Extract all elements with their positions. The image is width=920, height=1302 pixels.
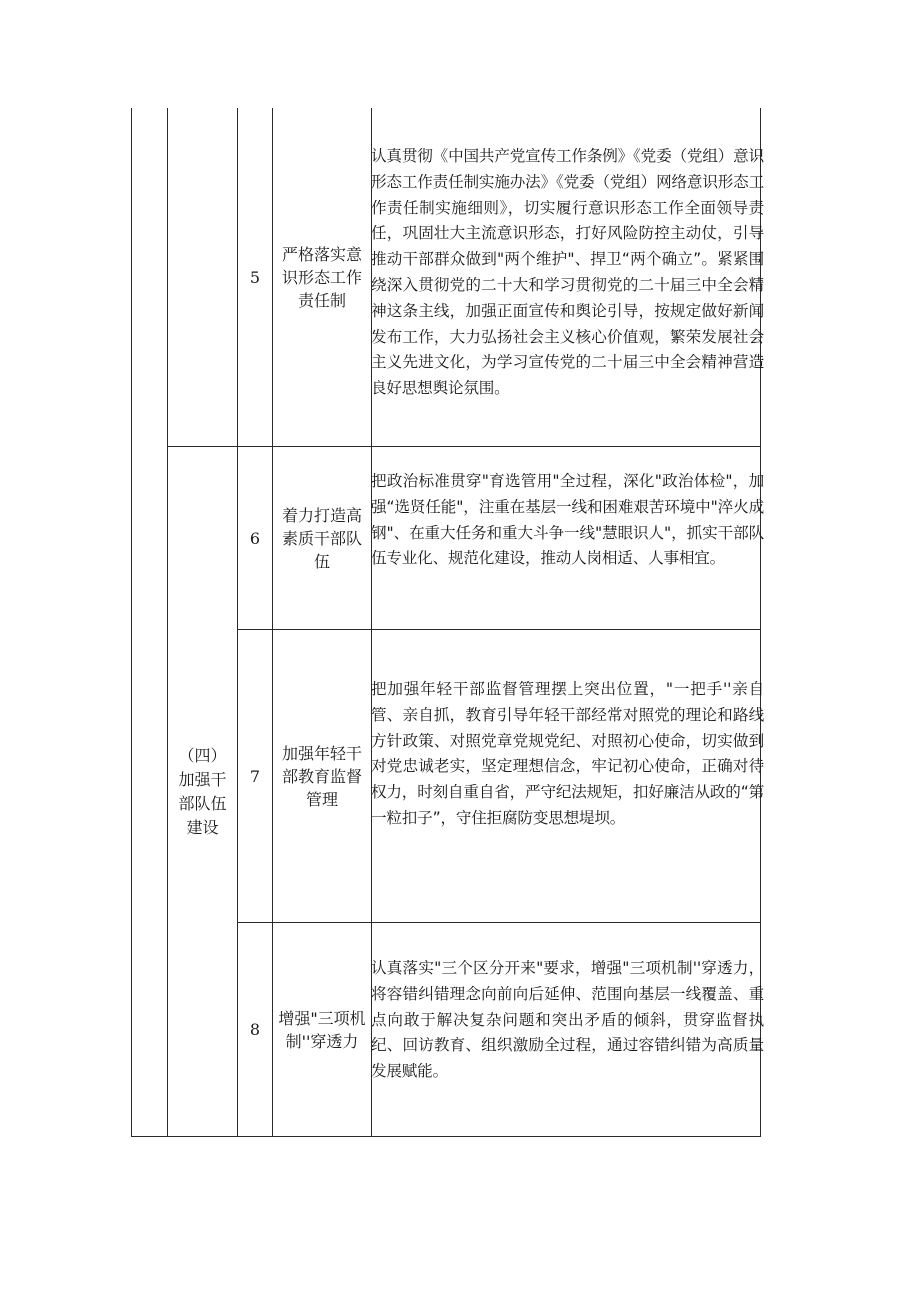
row-7-number: 7 [249,766,261,786]
table-border-bottom [131,1136,761,1137]
row-5-title: 严格落实意识形态工作责任制 [281,245,362,310]
group-label: （四）加强干部队伍建设 [178,745,227,837]
row-8-title: 增强"三项机制''穿透力 [278,1008,366,1051]
row-6-title: 着力打造高素质干部队伍 [281,505,362,571]
row-7-title: 加强年轻干部教育监督管理 [281,743,362,809]
row-8-number: 8 [249,1020,261,1039]
row-8-title-cell [273,923,371,1136]
row-5-title-cell [273,109,371,446]
row-7-title-cell [273,630,371,922]
group-label-cell [168,447,237,1136]
row-8-content: 认真落实"三个区分开来"要求，增强"三项机制''穿透力，将容错纠错理念向前向后延伸、范围向基层一线覆盖、重点向敢于解决复杂问题和突出矛盾的倾斜，贯穿监督执纪、回访教育、组织激励全过程，通过容错纠错为高质量发展赋能。 [371,959,764,1081]
table-border-left [131,108,132,1137]
row-6-number: 6 [249,528,261,548]
row-6-content: 把政治标准贯穿"育选管用"全过程，深化"政治体检"，加强“选贤任能"，注重在基层一线和困难艰苦环境中"淬火成钢"、在重大任务和重大斗争一线"慧眼识人"，抓实干部队伍专业化、规范化建设，推动人岗相适、人事相宜。 [371,472,764,568]
row-5-number: 5 [249,268,261,287]
row-6-title-cell [273,447,371,629]
row-7-content: 把加强年轻干部监督管理摆上突出位置，"一把手''亲自管、亲自抓，教育引导年轻干部经常对照党的理论和路线方针政策、对照党章党规党纪、对照初心使命，切实做到对党忠诚老实，坚定理想信念，牢记初心使命，正确对待权力，时刻自重自省，严守纪法规矩，扣好廉洁从政的“第一粒扣子”，守住拒腐防变思想堤坝。 [371,680,764,827]
row-5-content: 认真贯彻《中国共产党宣传工作条例》《党委（党组）意识形态工作责任制实施办法》《党委（党组）网络意识形态工作责任制实施细则》，切实履行意识形态工作全面领导责任，巩固壮大主流意识形态，打好风险防控主动仗，引导推动干部群众做到"两个维护"、捍卫“两个确立”。紧紧围绕深入贯彻党的二十大和学习贯彻党的二十届三中全会精神这条主线，加强正面宣传和舆论引导，按规定做好新闻发布工作，大力弘扬社会主义核心价值观，繁荣发展社会主义先进文化，为学习宣传党的二十届三中全会精神营造良好思想舆论氛围。 [371,147,764,398]
